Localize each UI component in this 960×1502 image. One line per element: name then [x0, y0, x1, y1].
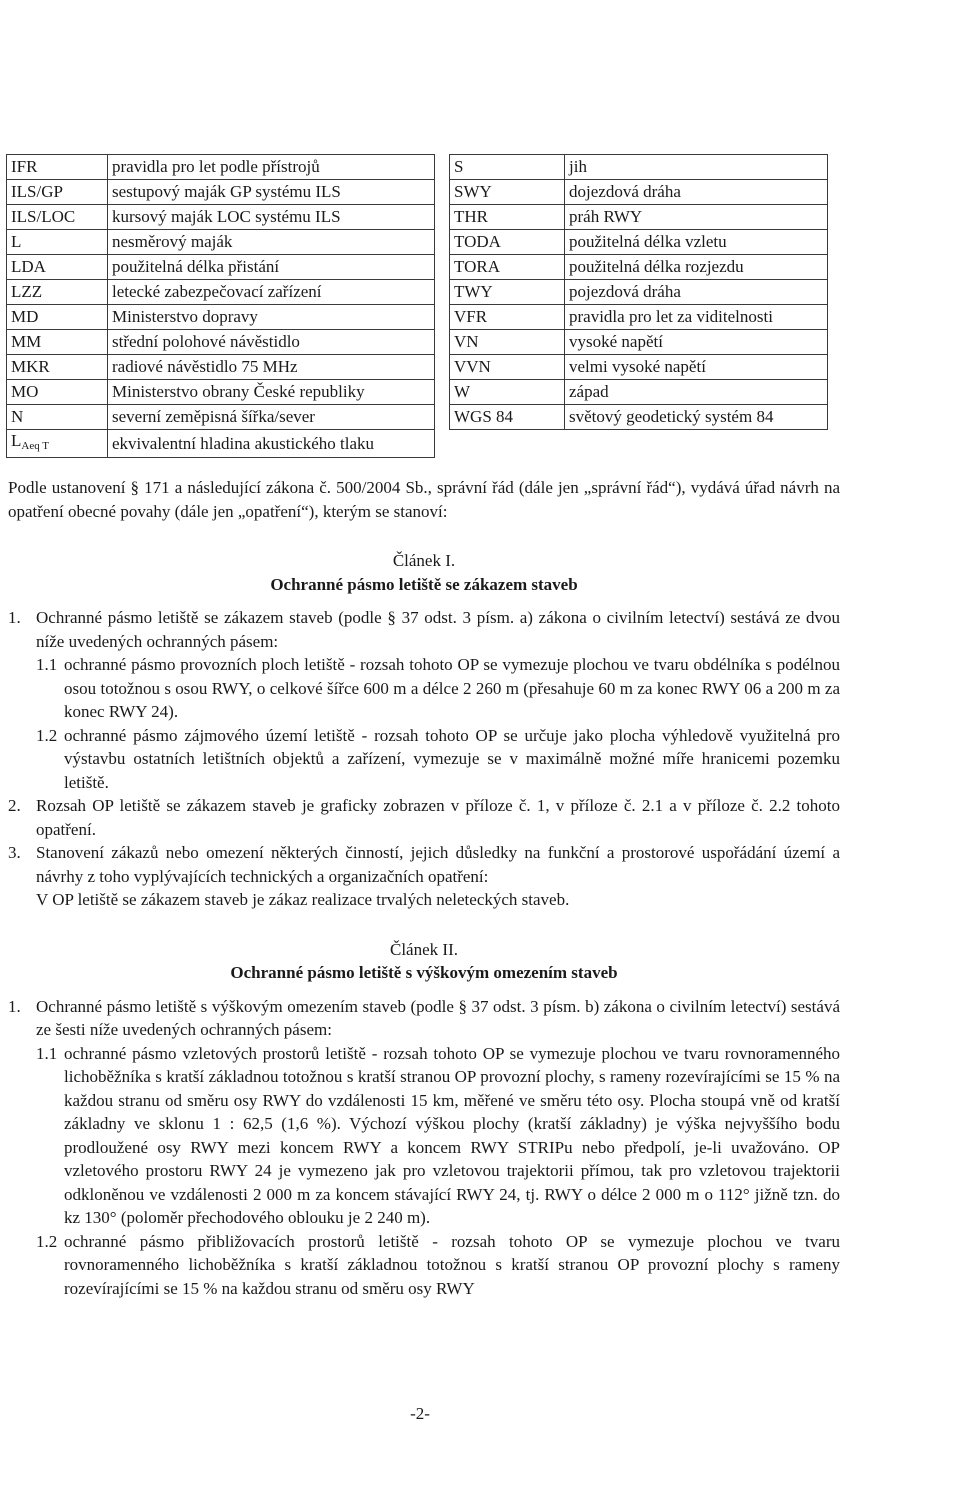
abbreviation-code-main: L — [11, 431, 22, 450]
abbreviations-table-left — [6, 154, 435, 458]
abbreviation-meaning: dojezdová dráha — [565, 180, 828, 205]
abbreviation-meaning: velmi vysoké napětí — [565, 355, 828, 380]
abbreviation-meaning: kursový maják LOC systému ILS — [108, 205, 435, 230]
abbreviation-row — [450, 230, 828, 255]
abbreviation-meaning: nesměrový maják — [108, 230, 435, 255]
abbreviation-code-subscript: Aeq T — [21, 440, 49, 452]
abbreviation-row — [7, 180, 435, 205]
abbreviation-code: LZZ — [7, 280, 108, 305]
item-text: ochranné pásmo přibližovacích prostorů letiště - rozsah tohoto OP se vymezuje plochou ve tvaru rovnoramenného lichoběžníka s kratší základnou totožnou s kratší stranou OP provozní plochy s rameny rozevírajícími se 15 % na každou stranu od směru osy RWY — [64, 1231, 840, 1298]
abbreviation-meaning: letecké zabezpečovací zařízení — [108, 280, 435, 305]
abbreviation-row — [7, 430, 435, 458]
abbreviation-code: LDA — [7, 255, 108, 280]
abbreviation-meaning: pojezdová dráha — [565, 280, 828, 305]
item-text: Ochranné pásmo letiště se zákazem staveb (podle § 37 odst. 3 písm. a) zákona o civilním letectví) sestává ze dvou níže uvedených ochranných pásem: — [36, 608, 840, 651]
abbreviation-code: MM — [7, 330, 108, 355]
item-text: ochranné pásmo provozních ploch letiště - rozsah tohoto OP se vymezuje plochou ve tvaru obdélníka s podélnou osou totožnou s osou RWY, o celkové šířce 600 m a délce 2 260 m (přesahuje 60 m za konec RWY 06 a 200 m za konec RWY 24). — [64, 655, 840, 721]
item-text: ochranné pásmo vzletových prostorů letiště - rozsah tohoto OP se vymezuje plochou ve tvaru rovnoramenného lichoběžníka s kratší základnou totožnou s kratší stranou OP provozní plochy, s rameny rozevírajícími se 15 % na každou stranu od směru osy RWY do vzdálenosti 15 km, měřené ve směru této osy. Plocha stoupá vně od kratší základny ve sklonu 1 : 62,5 (1,6 %). Výchozí výškou plochy (kratší základny) je výška nejvyššího bodu prodloužené osy RWY mezi koncem RWY a koncem RWY STRIPu nebo předpolí, je-li uvažováno. OP vzletového prostoru RWY 24 je vymezeno jak pro vzletovou trajektorii přímou, tak pro vzletovou trajektorii odkloněnou ve vzdálenosti 2 000 m za koncem stávající RWY 24, tj. RWY o délce 2 000 m o 112° jižně tzn. do kz 130° (poloměr přechodového oblouku je 2 240 m). — [64, 1043, 840, 1227]
abbreviation-row — [450, 155, 828, 180]
abbreviation-code: TWY — [450, 280, 565, 305]
abbreviation-code: TODA — [450, 230, 565, 255]
item-number: 2. — [8, 796, 21, 815]
article-1-title: Ochranné pásmo letiště se zákazem staveb — [270, 574, 578, 594]
abbreviation-row — [7, 405, 435, 430]
abbreviation-code: S — [450, 155, 565, 180]
abbreviation-code: MD — [7, 305, 108, 330]
abbreviation-row — [450, 280, 828, 305]
abbreviation-row — [450, 180, 828, 205]
article-2-item-1-1 — [8, 1042, 840, 1230]
abbreviation-code: VVN — [450, 355, 565, 380]
item-number: 1. — [8, 996, 21, 1016]
article-1-item-1-1 — [8, 653, 840, 724]
abbreviation-code: VN — [450, 330, 565, 355]
item-number: 1.1 — [36, 655, 58, 674]
abbreviation-code: IFR — [7, 155, 108, 180]
article-2-number: Článek II. — [390, 939, 458, 959]
abbreviation-row — [7, 230, 435, 255]
abbreviation-meaning: použitelná délka rozjezdu — [565, 255, 828, 280]
abbreviation-row — [7, 280, 435, 305]
abbreviation-meaning: světový geodetický systém 84 — [565, 405, 828, 430]
abbreviation-meaning: severní zeměpisná šířka/sever — [108, 405, 435, 430]
abbreviation-meaning: použitelná délka vzletu — [565, 230, 828, 255]
item-number: 1. — [8, 608, 21, 627]
item-text: Rozsah OP letiště se zákazem staveb je graficky zobrazen v příloze č. 1, v příloze č. 2.1 a v příloze č. 2.2 tohoto opatření. — [36, 796, 840, 839]
abbreviation-row — [450, 305, 828, 330]
item-text: Ochranné pásmo letiště s výškovým omezením staveb (podle § 37 odst. 3 písm. b) zákona o civilním letectví) sestává ze šesti níže uvedených ochranných pásem: — [36, 996, 840, 1039]
abbreviation-code: ILS/LOC — [7, 205, 108, 230]
item-number: 3. — [8, 843, 21, 862]
document-body — [8, 476, 840, 1300]
abbreviation-row — [450, 405, 828, 430]
article-1-item-1 — [8, 606, 840, 653]
abbreviation-row — [7, 330, 435, 355]
abbreviation-row — [7, 155, 435, 180]
article-1-number: Článek I. — [392, 551, 456, 570]
abbreviation-code: THR — [450, 205, 565, 230]
abbreviation-meaning: střední polohové návěstidlo — [108, 330, 435, 355]
article-2-item-1 — [8, 995, 840, 1042]
abbreviation-code: VFR — [450, 305, 565, 330]
abbreviation-code: ILS/GP — [7, 180, 108, 205]
abbreviation-code: W — [450, 380, 565, 405]
abbreviation-row — [450, 355, 828, 380]
abbreviation-meaning: západ — [565, 380, 828, 405]
abbreviation-row — [7, 355, 435, 380]
abbreviation-meaning: Ministerstvo obrany České republiky — [108, 380, 435, 405]
article-2-title: Ochranné pásmo letiště s výškovým omezením staveb — [230, 963, 618, 982]
abbreviation-code: MKR — [7, 355, 108, 380]
abbreviation-meaning: práh RWY — [565, 205, 828, 230]
item-text: Stanovení zákazů nebo omezení některých činností, jejich důsledky na funkční a prostorové uspořádání území a návrhy z toho vyplývajících technických a organizačních opatření: — [36, 843, 840, 886]
abbreviation-row — [7, 205, 435, 230]
item-text: ochranné pásmo zájmového území letiště - rozsah tohoto OP se určuje jako plocha výhledově využitelná pro výstavbu ostatních letištních objektů a zařízení, vymezuje se v maximálně možné míře hranicemi pozemku letiště. — [64, 725, 840, 792]
article-1-item-3-text: V OP letiště se zákazem staveb je zákaz realizace trvalých neleteckých staveb. — [36, 890, 570, 909]
article-1-item-3 — [8, 841, 840, 888]
abbreviation-meaning: vysoké napětí — [565, 330, 828, 355]
abbreviation-code: MO — [7, 380, 108, 405]
abbreviation-meaning: použitelná délka přistání — [108, 255, 435, 280]
abbreviation-code: N — [7, 405, 108, 430]
abbreviation-row — [7, 305, 435, 330]
abbreviation-meaning: pravidla pro let za viditelnosti — [565, 305, 828, 330]
abbreviation-meaning: sestupový maják GP systému ILS — [108, 180, 435, 205]
item-number: 1.2 — [36, 1231, 58, 1251]
article-1-item-2 — [8, 794, 840, 841]
item-number: 1.2 — [36, 725, 58, 745]
abbreviation-code — [7, 430, 108, 458]
abbreviation-row — [450, 380, 828, 405]
abbreviation-row — [450, 330, 828, 355]
abbreviation-code: WGS 84 — [450, 405, 565, 430]
abbreviation-meaning: jih — [565, 155, 828, 180]
abbreviation-row — [7, 255, 435, 280]
abbreviation-row — [7, 380, 435, 405]
article-2-item-1-2 — [8, 1230, 840, 1301]
abbreviation-row — [450, 255, 828, 280]
abbreviation-code: TORA — [450, 255, 565, 280]
abbreviation-code: SWY — [450, 180, 565, 205]
abbreviation-code: L — [7, 230, 108, 255]
page-number: -2- — [410, 1404, 430, 1423]
abbreviations-table-right — [449, 154, 828, 430]
abbreviation-meaning: radiové návěstidlo 75 MHz — [108, 355, 435, 380]
abbreviation-meaning: pravidla pro let podle přístrojů — [108, 155, 435, 180]
item-number: 1.1 — [36, 1043, 58, 1063]
article-1-item-1-2 — [8, 724, 840, 795]
abbreviation-row — [450, 205, 828, 230]
abbreviation-meaning: ekvivalentní hladina akustického tlaku — [108, 430, 435, 458]
abbreviation-meaning: Ministerstvo dopravy — [108, 305, 435, 330]
intro-paragraph: Podle ustanovení § 171 a následující zákona č. 500/2004 Sb., správní řád (dále jen „správní řád“), vydává úřad návrh na opatření obecné povahy (dále jen „opatření“), kterým se stanoví: — [8, 478, 840, 521]
